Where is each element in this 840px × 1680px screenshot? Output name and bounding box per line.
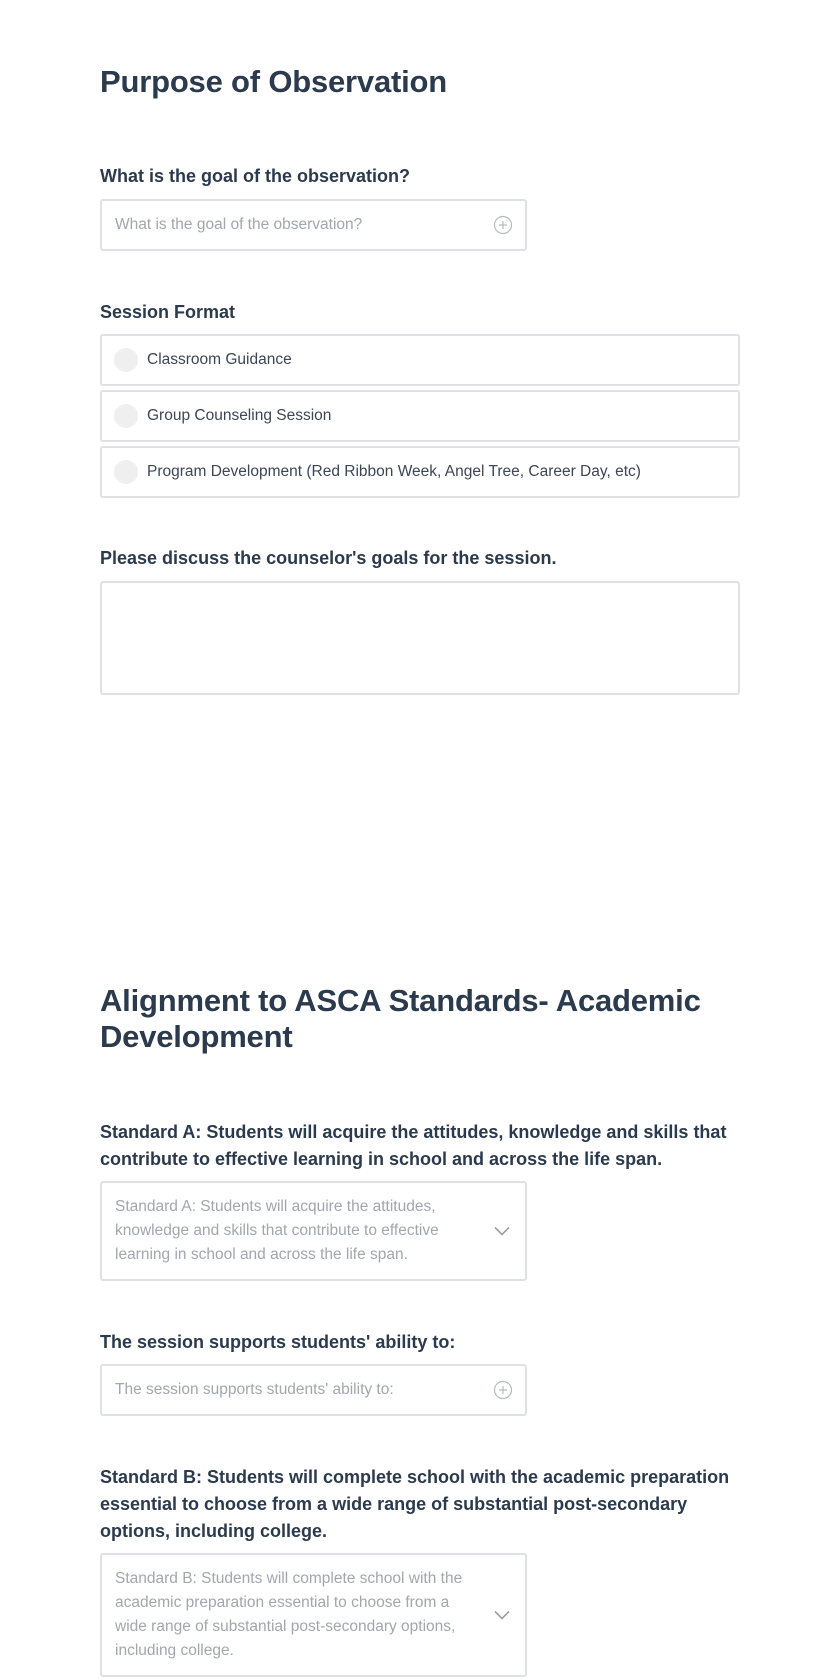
standard-b-dropdown[interactable] [100, 1553, 527, 1677]
standard-a-placeholder: Standard A: Students will acquire the attitudes, knowledge and skills that contribute to effective learning in school and across the life span. [115, 1198, 439, 1263]
supports-ability-label: The session supports students' ability to: [100, 1332, 456, 1352]
standard-a-label: Standard A: Students will acquire the attitudes, knowledge and skills that contribute to effective learning in school and across the life span. [100, 1122, 727, 1169]
supports-ability-input[interactable] [100, 1364, 527, 1416]
counselor-goals-textarea[interactable] [100, 581, 740, 695]
radio-option-group-counseling[interactable] [100, 390, 740, 442]
radio-option-classroom-guidance[interactable] [100, 334, 740, 386]
chevron-down-icon[interactable] [491, 1220, 513, 1242]
section-title-asca: Alignment to ASCA Standards- Academic Development [100, 983, 701, 1054]
supports-ability-placeholder: The session supports students' ability to: [115, 1381, 394, 1398]
goal-question-label: What is the goal of the observation? [100, 166, 411, 186]
plus-circle-icon[interactable] [493, 215, 513, 235]
chevron-down-icon[interactable] [491, 1604, 513, 1626]
plus-circle-icon[interactable] [493, 1380, 513, 1400]
goal-input[interactable] [100, 199, 527, 251]
standard-b-label: Standard B: Students will complete school with the academic preparation essential to choose from a wide range of substantial post-secondary options, including college. [100, 1467, 730, 1541]
radio-button[interactable] [114, 404, 138, 428]
radio-option-program-development[interactable] [100, 446, 740, 498]
section-title-purpose: Purpose of Observation [100, 64, 447, 99]
counselor-goals-label: Please discuss the counselor's goals for the session. [100, 548, 557, 568]
radio-button[interactable] [114, 348, 138, 372]
standard-a-dropdown[interactable] [100, 1181, 527, 1281]
radio-option-label: Classroom Guidance [147, 351, 292, 368]
session-format-label: Session Format [100, 302, 236, 322]
radio-option-label: Group Counseling Session [147, 407, 332, 424]
radio-button[interactable] [114, 460, 138, 484]
standard-b-placeholder: Standard B: Students will complete school with the academic preparation essential to choose from a wide range of substantial post-secondary options, including college. [115, 1570, 463, 1659]
radio-option-label: Program Development (Red Ribbon Week, Angel Tree, Career Day, etc) [147, 463, 641, 480]
goal-input-placeholder: What is the goal of the observation? [115, 216, 363, 233]
